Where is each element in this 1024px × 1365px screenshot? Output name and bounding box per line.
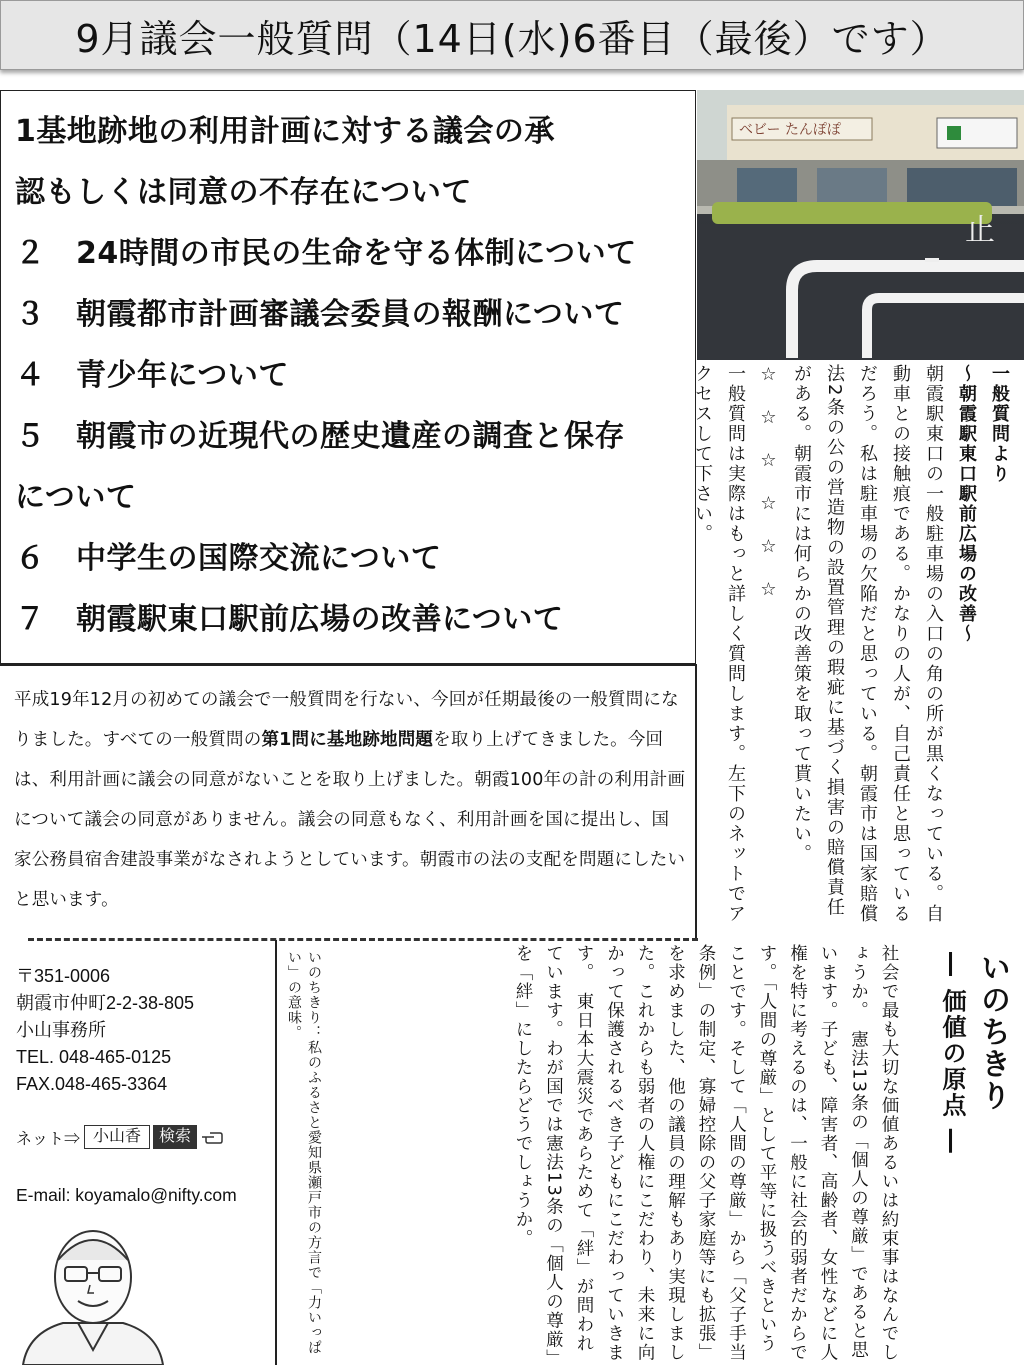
net-prefix: ネット⇒	[16, 1130, 81, 1148]
essay-body: 社会で最も大切な価値あるいは約束事はなんでしょうか。 憲法13条の「個人の尊厳」であると思います。子ども、障害者、高齢者、女性などに人権を特に考えるのは、一般に社会的弱者だからです。「人間の尊厳」として平等に扱うべきということです。そして「人間の尊厳」から「父子手当条例」の制定、寡婦控除の父子家庭等にも拡張」を求めました、他の議員の理解もあり実現しました。これからも弱者の人権にこだわり、未来に向かって保護されるべき子どもにこだわっていきます。 東日本大震災であらためて「絆」が問われています。わが国では憲法13条の「個人の尊厳」を「絆」にしたらどうでしょうか。	[513, 944, 899, 1362]
page-title: 9月議会一般質問（14日(水)6番目（最後）です）	[0, 0, 1024, 70]
search-button: 検索	[153, 1125, 197, 1149]
intro-paragraph	[14, 680, 686, 920]
intro-text-1: 平成19年12月の初めての議会で一般質問を行ない、今回が任期最後の一般質問になりました。すべての一般質問の	[14, 690, 679, 750]
dialect-note: いのちきり：私のふるさと愛知県瀬戸市の方言で「力いっぱい」の意味。	[286, 950, 322, 1355]
column-body: 朝霞駅東口の一般駐車場の入口の角の所が黒くなっている。自動車との接触痕である。かなりの人が、自己責任と思っているだろう。私は駐車場の欠陥だと思っている。朝霞市は国家賠償法2条の公の営造物の設置管理の瑕疵に基づく損害の賠償責任がある。朝霞市には何らかの改善策を取って貰いたい。	[791, 364, 944, 924]
portrait-illustration	[18, 1215, 168, 1365]
parking-question-column	[692, 364, 1016, 924]
postal-code: 〒351-0006	[16, 966, 111, 986]
agenda-item: について	[15, 480, 137, 515]
tel: TEL. 048-465-0125	[16, 1047, 172, 1067]
address: 朝霞市仲町2-2-38-805	[16, 993, 195, 1013]
essay-subtitle: ― 価値の原点 ―	[938, 952, 966, 1155]
shop-sign-text: ベビー たんぽぽ	[739, 122, 841, 138]
column-closing: 一般質問は実際はもっと詳しく質問します。左下のネットでアクセスして下さい。	[692, 364, 746, 924]
agenda-item: ６ 中学生の国際交流について	[15, 541, 442, 576]
star-divider: ☆ ☆ ☆ ☆ ☆ ☆	[758, 364, 779, 602]
photo-scene	[697, 90, 1024, 360]
essay-heading: いのちきり	[975, 952, 1010, 1112]
net-search-row	[16, 1125, 224, 1149]
pointing-hand-icon	[200, 1128, 224, 1146]
intro-text-2: を取り上げてきました。今回は、利用計画に議会の同意がないことを取り上げました。朝霞100年の計の利用計画について議会の同意がありません。議会の同意もなく、利用計画を国に提出し、国家公務員宿舎建設事業がなされようとしています。朝霞市の法の支配を問題にしたいと思います。	[14, 730, 686, 910]
dashed-separator	[28, 938, 698, 941]
intro-emphasis: 第1問に基地跡地問題	[261, 730, 434, 750]
agenda-item: ５ 朝霞市の近現代の歴史遺産の調査と保存	[15, 419, 625, 454]
agenda-item: ７ 朝霞駅東口駅前広場の改善について	[15, 602, 564, 637]
office-name: 小山事務所	[16, 1020, 106, 1040]
agenda-item: ３ 朝霞都市計画審議会委員の報酬について	[15, 297, 625, 332]
agenda-item: 1基地跡地の利用計画に対する議会の承	[15, 114, 555, 149]
road-mark-text: 止	[965, 213, 995, 248]
station-parking-photo	[697, 90, 1024, 360]
column-divider	[695, 664, 697, 939]
section-divider	[0, 664, 696, 666]
column-heading: 一般質問より	[989, 364, 1010, 484]
agenda-list	[0, 90, 696, 664]
agenda-item: ４ 青少年について	[15, 358, 289, 393]
agenda-item: 認もしくは同意の不存在について	[15, 175, 472, 210]
essay-title	[938, 952, 1014, 1352]
contact-block	[16, 963, 276, 1098]
search-term-box: 小山香	[84, 1125, 150, 1149]
agenda-item: ２ 24時間の市民の生命を守る体制について	[15, 236, 637, 271]
column-subheading: ～朝霞駅東口駅前広場の改善～	[956, 364, 977, 644]
fax: FAX.048-465-3364	[16, 1074, 168, 1094]
email: E-mail: koyamalo@nifty.com	[16, 1185, 237, 1205]
